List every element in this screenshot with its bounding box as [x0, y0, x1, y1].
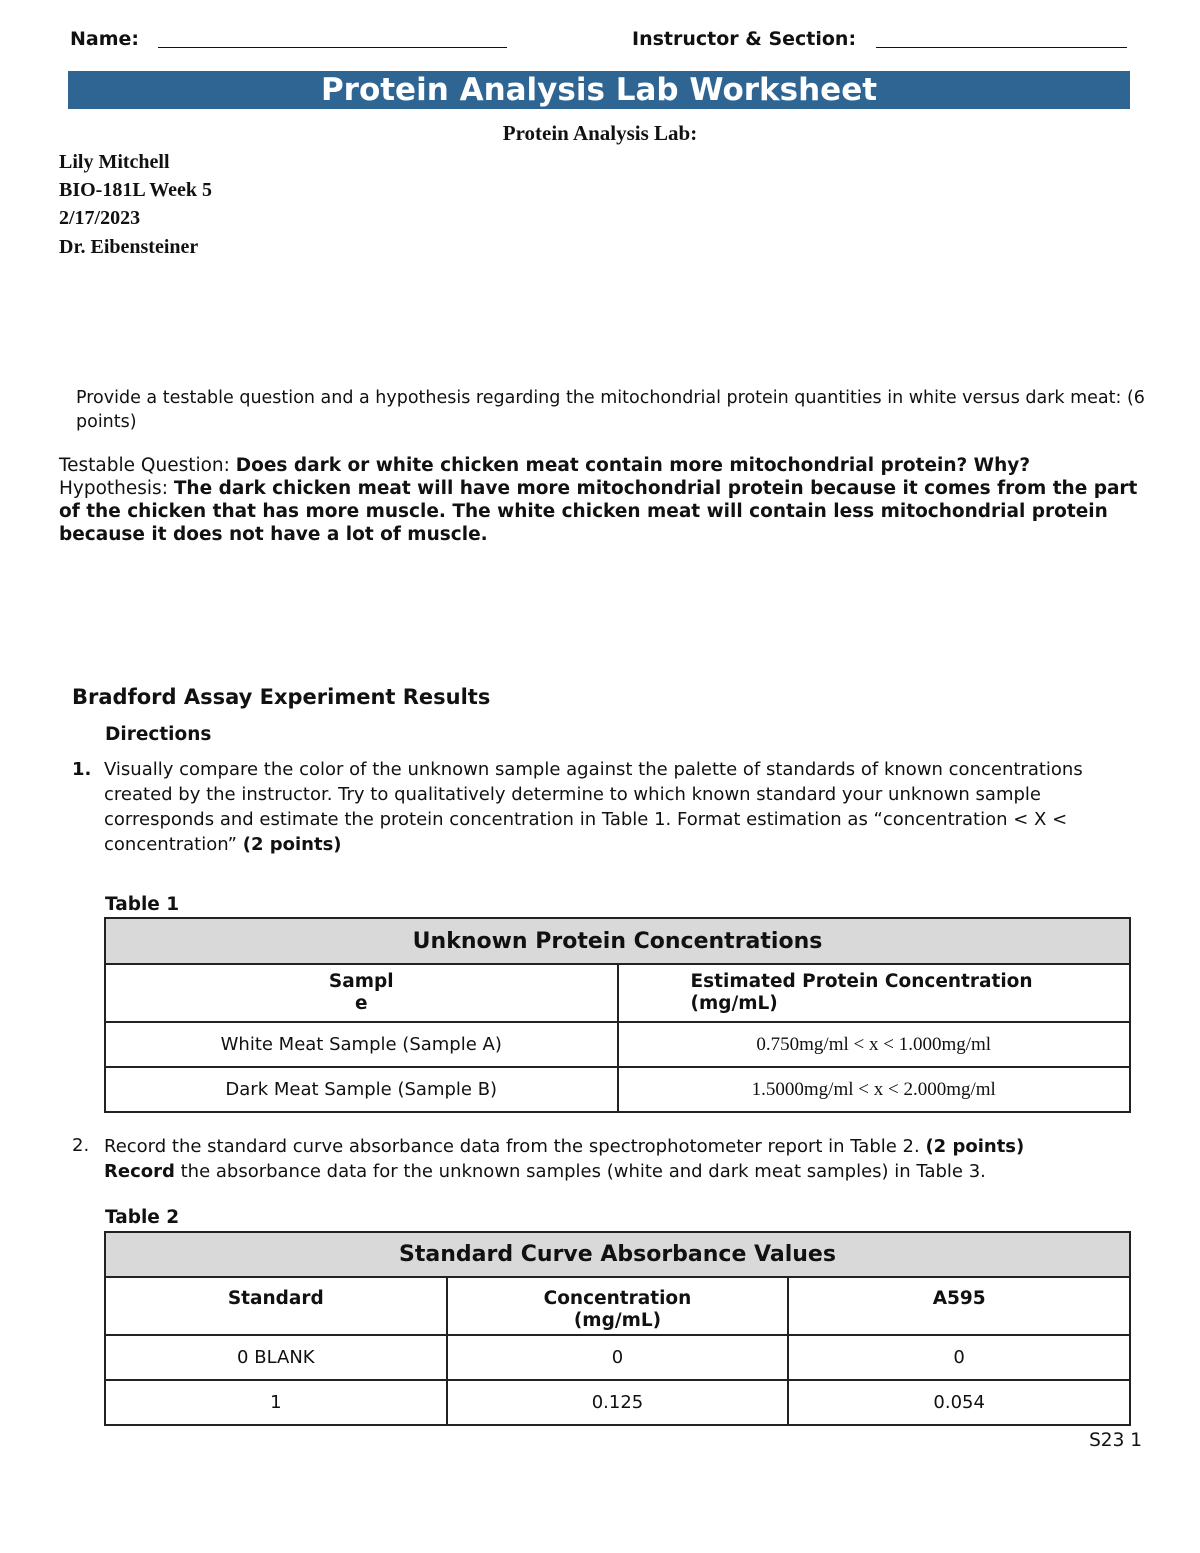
item-2-body-2: the absorbance data for the unknown samples (white and dark meat samples) in Table 3.: [174, 1161, 986, 1182]
table-1-sample-cell: Dark Meat Sample (Sample B): [105, 1067, 618, 1112]
table-2-title: Standard Curve Absorbance Values: [105, 1232, 1130, 1277]
table-2-caption: Table 2: [105, 1207, 180, 1228]
instructor-section-label: Instructor & Section:: [632, 28, 857, 50]
table-1-sample-cell: White Meat Sample (Sample A): [105, 1022, 618, 1067]
item-2-body: Record the standard curve absorbance data from the spectrophotometer report in Table 2.: [104, 1136, 926, 1157]
table-1-title: Unknown Protein Concentrations: [105, 918, 1130, 964]
hypothesis-answer: The dark chicken meat will have more mitochondrial protein because it comes from the part of the chicken that has more muscle. The white chicken meat will contain less mitochondrial protein because it does not have a lot of muscle.: [59, 478, 1138, 545]
table-1-caption: Table 1: [105, 894, 180, 915]
table-2-concentration-cell[interactable]: 0: [447, 1335, 789, 1380]
author-date: 2/17/2023: [59, 207, 141, 229]
name-input-line[interactable]: [158, 47, 507, 48]
table-row: [105, 1022, 1130, 1067]
item-2-points: (2 points): [925, 1136, 1025, 1157]
hypothesis: [59, 477, 1149, 546]
item-1-number: 1.: [72, 759, 92, 780]
table-2-header-a595: A595: [788, 1277, 1130, 1335]
item-2-text: [104, 1134, 1144, 1184]
section-title: Bradford Assay Experiment Results: [72, 685, 491, 709]
hypothesis-label: Hypothesis:: [59, 478, 174, 499]
name-label: Name:: [70, 28, 140, 50]
item-2-record-bold: Record: [104, 1161, 175, 1182]
worksheet-banner-title: Protein Analysis Lab Worksheet: [68, 71, 1130, 109]
item-1-points: (2 points): [242, 834, 342, 855]
directions-label: Directions: [105, 724, 212, 745]
question-prompt: Provide a testable question and a hypothesis regarding the mitochondrial protein quantities in white versus dark meat: (6 points): [76, 388, 1145, 432]
table-2: [104, 1231, 1131, 1426]
table-1-header-sample: Sampl e: [105, 964, 618, 1022]
author-name: Lily Mitchell: [59, 151, 170, 173]
table-row: [105, 1067, 1130, 1112]
answers-block: [59, 454, 1149, 546]
page-footer: S23 1: [1089, 1430, 1142, 1451]
lab-title: Protein Analysis Lab:: [502, 121, 698, 145]
table-2-a595-cell[interactable]: 0: [788, 1335, 1130, 1380]
table-row: [105, 1335, 1130, 1380]
table-2-header-concentration: Concentration (mg/mL): [447, 1277, 789, 1335]
table-1-header-estimated: Estimated Protein Concentration (mg/mL): [618, 964, 1131, 1022]
testable-question-answer: Does dark or white chicken meat contain more mitochondrial protein? Why?: [235, 455, 1031, 476]
table-2-a595-cell[interactable]: 0.054: [788, 1380, 1130, 1425]
item-1-body: Visually compare the color of the unknown sample against the palette of standards of known concentrations created by the instructor. Try to qualitatively determine to which known standard your unknown sample corresponds and estimate the protein concentration in Table 1. Format estimation as “concentration < X < concentration”: [104, 759, 1083, 855]
table-1: [104, 917, 1131, 1113]
item-2-number: 2.: [72, 1135, 90, 1156]
table-2-standard-cell: 1: [105, 1380, 447, 1425]
author-course: BIO-181L Week 5: [59, 179, 212, 201]
table-1-value-cell[interactable]: 0.750mg/ml < x < 1.000mg/ml: [618, 1022, 1131, 1067]
testable-question: [59, 454, 1149, 477]
table-row: [105, 1380, 1130, 1425]
item-1-text: [104, 757, 1134, 857]
testable-question-label: Testable Question:: [59, 455, 236, 476]
table-2-standard-cell: 0 BLANK: [105, 1335, 447, 1380]
table-2-header-standard: Standard: [105, 1277, 447, 1335]
table-1-value-cell[interactable]: 1.5000mg/ml < x < 2.000mg/ml: [618, 1067, 1131, 1112]
author-instructor: Dr. Eibensteiner: [59, 236, 199, 258]
instructor-section-input-line[interactable]: [876, 47, 1127, 48]
table-2-concentration-cell[interactable]: 0.125: [447, 1380, 789, 1425]
